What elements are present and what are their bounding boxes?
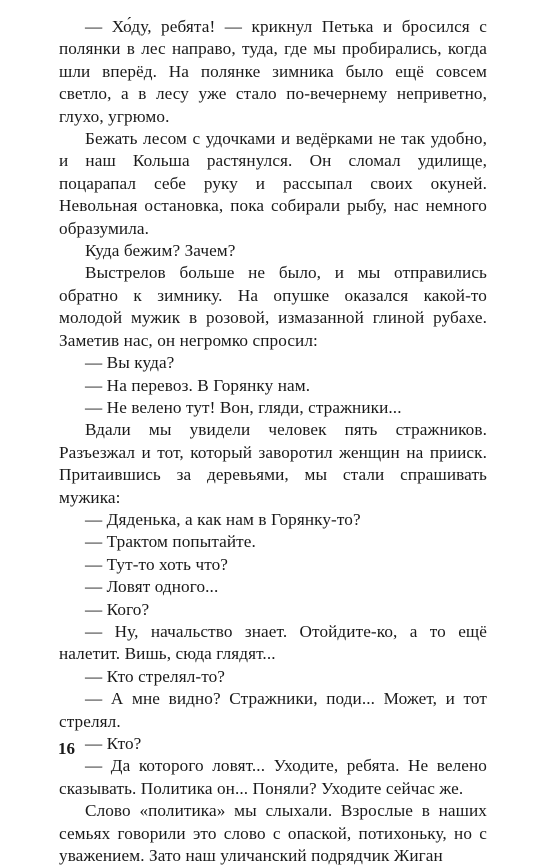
dialog-line: — А мне видно? Стражники, поди... Может, и тот стрелял. [59, 689, 487, 731]
dialog-line: — Ну, начальство знает. Отойдите-ко, а то ещё налетит. Вишь, сюда глядят... [59, 621, 487, 664]
paragraph: Бежать лесом с удочками и ведёрками не так удобно, и наш Кольша растянулся. Он сломал удилище, поцарапал себе руку и рассыпал своих окуней. Невольная остановка, пока собирали рыбу, нас немного образумила. [59, 129, 487, 238]
dialog-line: — Кого? [85, 599, 150, 619]
dialog-line: — Не велено тут! Вон, гляди, стражники... [85, 397, 402, 417]
paragraph: Слово «политика» мы слыхали. Взрослые в наших семьях говорили это слово с опаской, потихоньку, но с уважением. Зато наш уличанский подрядчик Жиган [59, 801, 487, 866]
dialog-line: — Да которого ловят... Уходите, ребята. Не велено сказывать. Политика он... Поняли? Уходите сейчас же. [59, 756, 487, 798]
dialog-line: — Вы куда? [85, 353, 175, 373]
dialog-line: — Трактом попытайте. [85, 532, 256, 552]
paragraph: — Хо́ду, ребята! — крикнул Петька и бросился с полянки в лес направо, туда, где мы пробирались, когда шли вперёд. На полянке зимника было ещё совсем светло, а в лесу уже стало по-вечернему неприветно, глухо, угрюмо. [59, 17, 487, 126]
paragraph: Куда бежим? Зачем? [85, 241, 236, 261]
dialog-line: — Кто? [85, 734, 142, 753]
dialog-line: — Тут-то хоть что? [85, 554, 229, 574]
page-number: 16 [58, 739, 75, 758]
dialog-line: — Дяденька, а как нам в Горянку-то? [85, 509, 361, 529]
paragraph: Выстрелов больше не было, и мы отправились обратно к зимнику. На опушке оказался какой-то молодой мужик в розовой, измазанной глиной рубахе. Заметив нас, он негромко спросил: [59, 263, 487, 350]
page-body [59, 16, 487, 867]
dialog-line: — На перевоз. В Горянку нам. [85, 375, 311, 395]
dialog-line: — Кто стрелял-то? [85, 666, 226, 686]
paragraph: Вдали мы увидели человек пять стражников. Разъезжал и тот, который заворотил женщин на прииск. Притаившись за деревьями, мы стали спрашивать мужика: [59, 420, 487, 507]
dialog-line: — Ловят одного... [85, 577, 219, 597]
